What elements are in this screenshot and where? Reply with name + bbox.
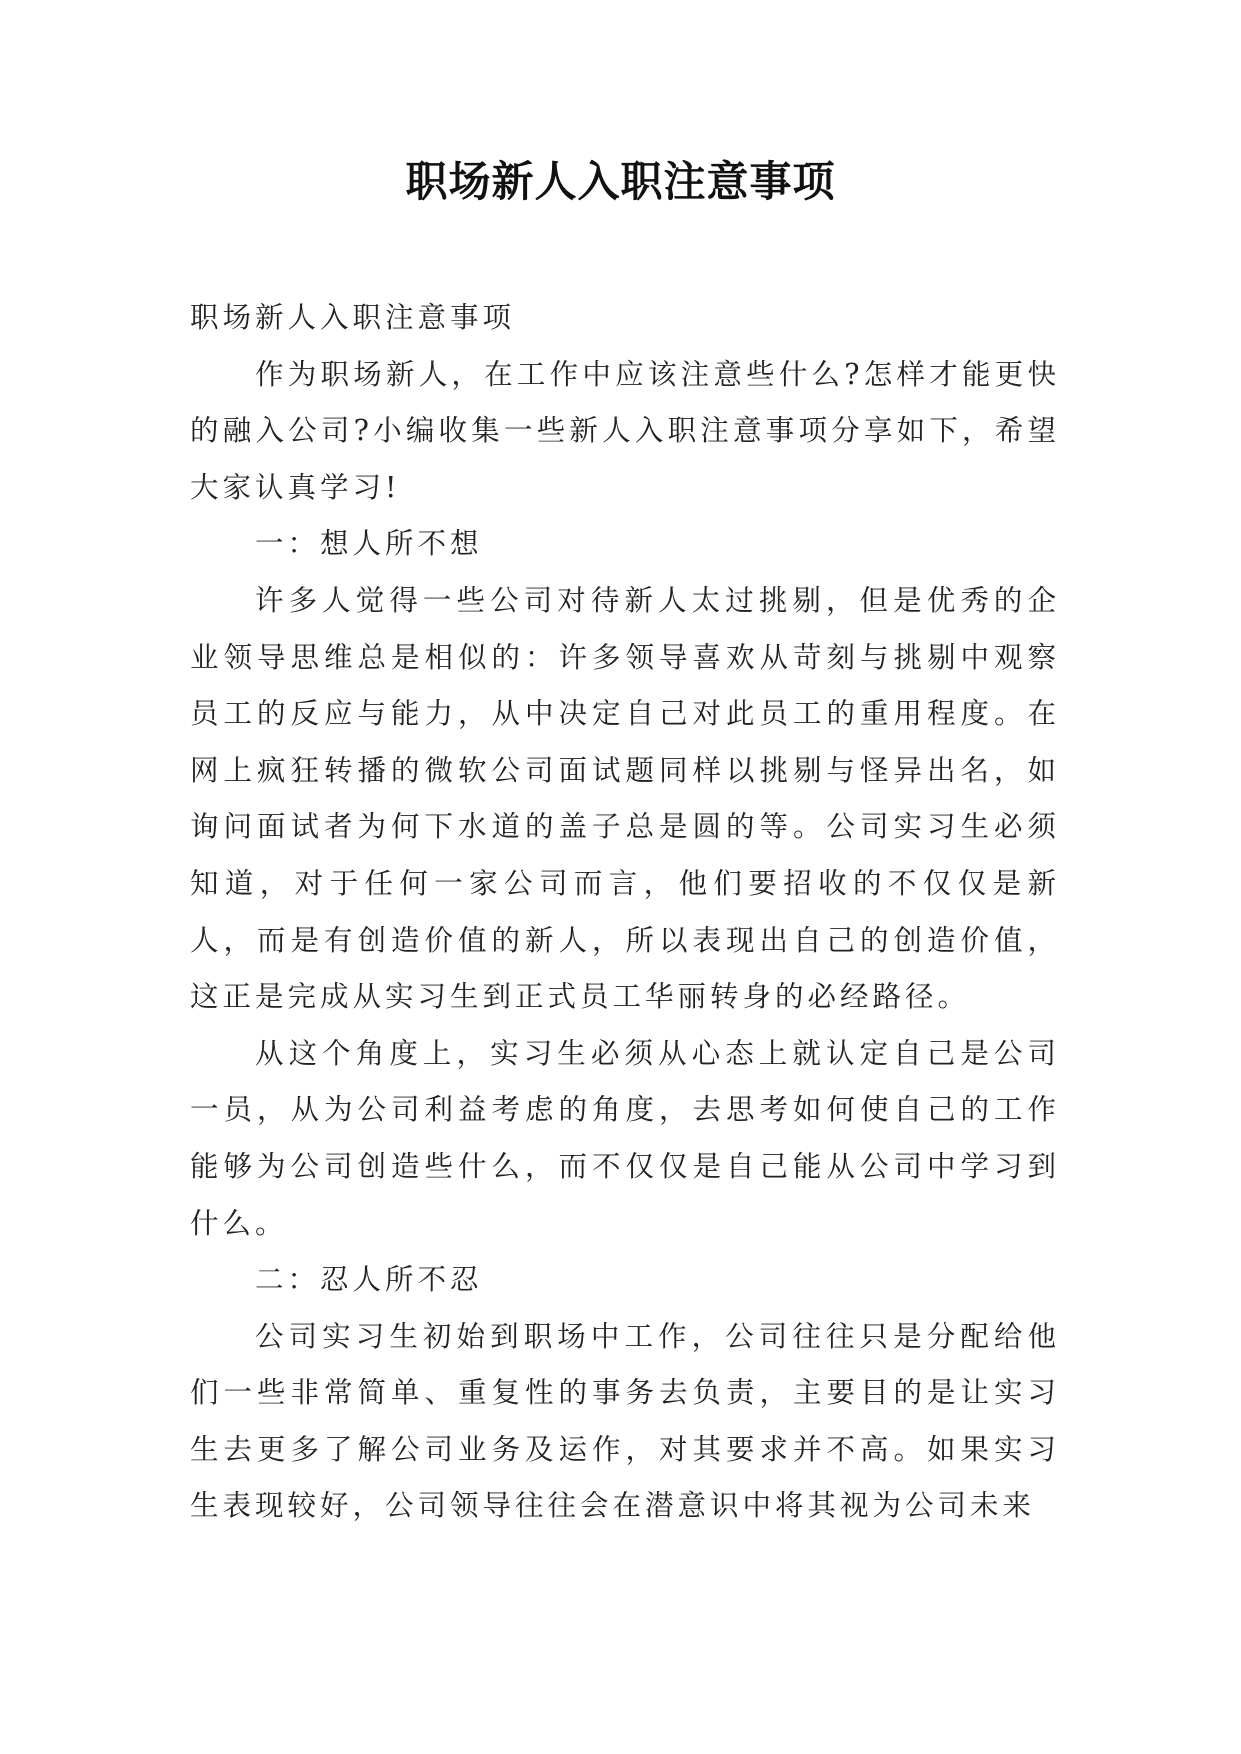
document-title: 职场新人入职注意事项 <box>405 157 836 206</box>
body-paragraph: 从这个角度上，实习生必须从心态上就认定自己是公司一员，从为公司利益考虑的角度，去思考如何使自己的工作能够为公司创造些什么，而不仅仅是自己能从公司中学习到什么。 <box>190 1036 1060 1240</box>
body-paragraph: 许多人觉得一些公司对待新人太过挑剔，但是优秀的企业领导思维总是相似的：许多领导喜欢从苛刻与挑剔中观察员工的反应与能力，从中决定自己对此员工的重用程度。在网上疯狂转播的微软公司面试题同样以挑剔与怪异出名，如询问面试者为何下水道的盖子总是圆的等。公司实习生必须知道，对于任何一家公司而言，他们要招收的不仅仅是新人，而是有创造价值的新人，所以表现出自己的创造价值，这正是完成从实习生到正式员工华丽转身的必经路径。 <box>190 583 1060 1014</box>
intro-paragraph: 作为职场新人，在工作中应该注意些什么?怎样才能更快的融入公司?小编收集一些新人入职注意事项分享如下，希望大家认真学习! <box>190 357 1060 504</box>
section-heading-1: 一：想人所不想 <box>255 527 483 561</box>
document-body <box>190 290 1060 1535</box>
subtitle-line: 职场新人入职注意事项 <box>190 301 516 334</box>
section-heading-2: 二：忍人所不忍 <box>255 1263 483 1297</box>
body-paragraph: 公司实习生初始到职场中工作，公司往往只是分配给他们一些非常简单、重复性的事务去负责，主要目的是让实习生去更多了解公司业务及运作，对其要求并不高。如果实习生表现较好，公司领导往往会在潜意识中将其视为公司未来 <box>190 1319 1060 1523</box>
